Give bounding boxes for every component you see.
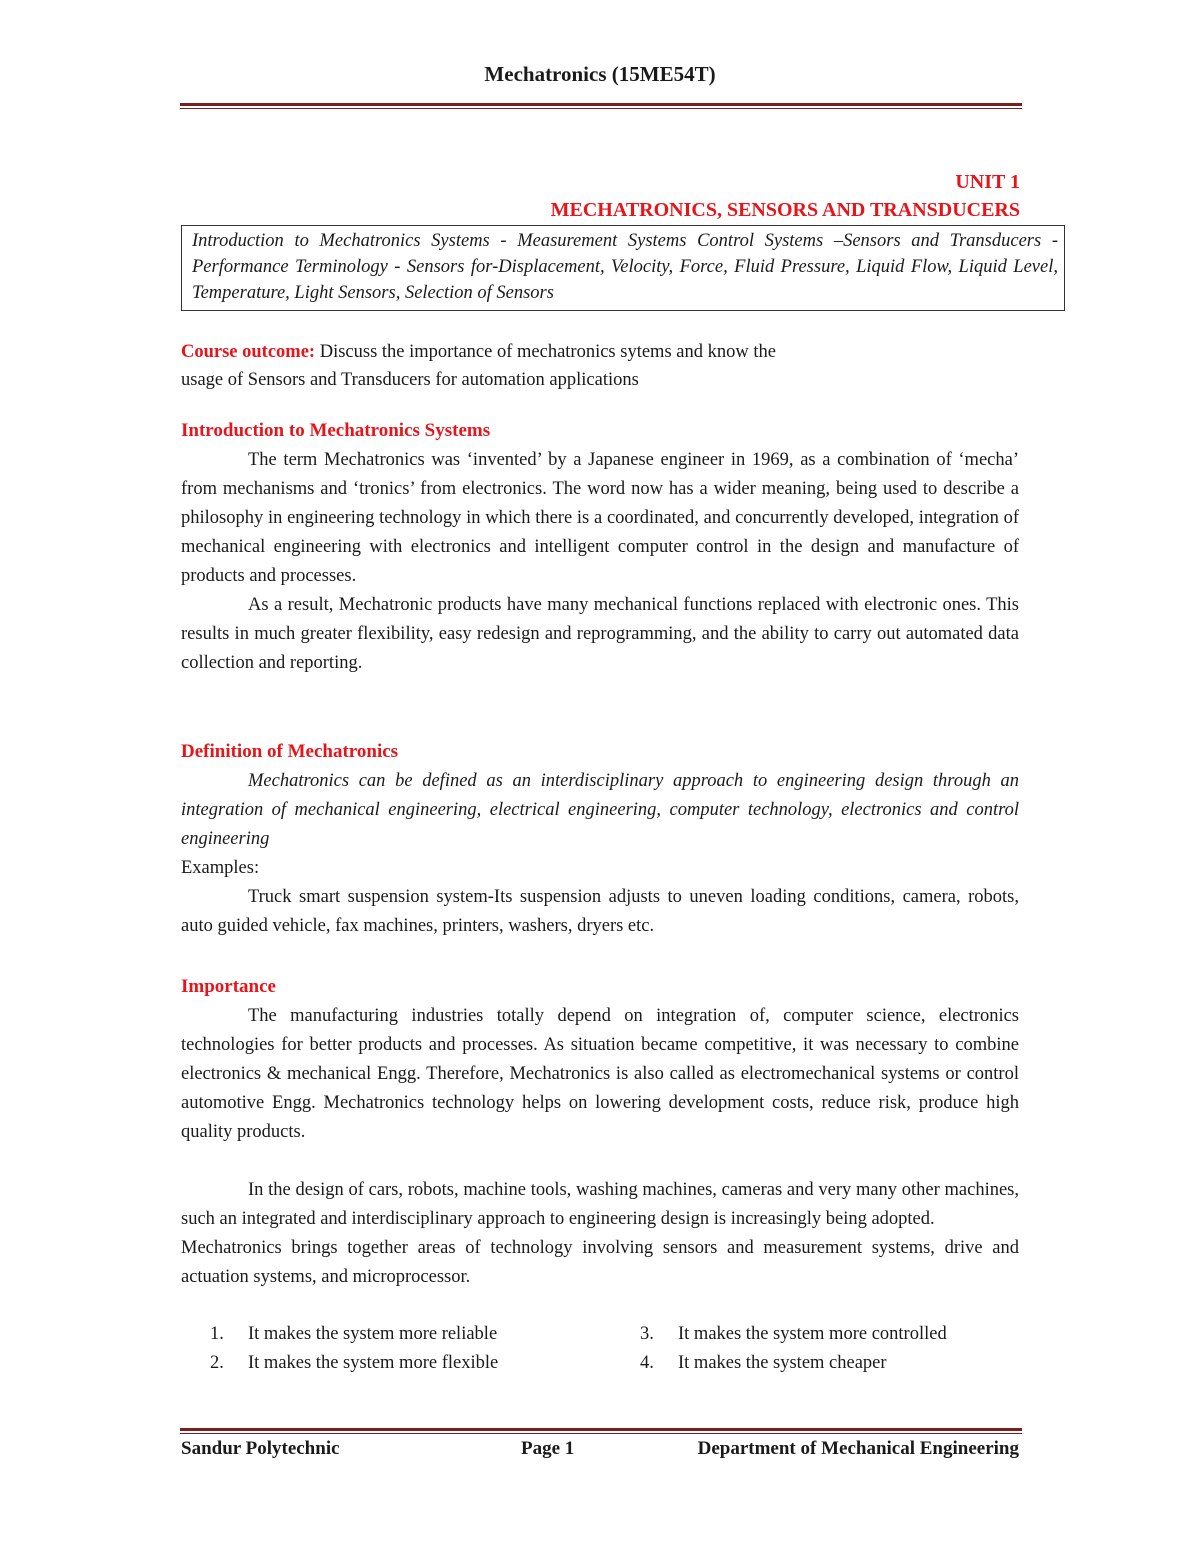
list-item-text: It makes the system more reliable	[248, 1324, 498, 1344]
list-item	[640, 1349, 1030, 1378]
list-item-number: 4.	[640, 1353, 654, 1373]
list-item-number: 1.	[210, 1324, 224, 1344]
header-rule	[180, 103, 1022, 109]
intro-heading: Introduction to Mechatronics Systems	[181, 420, 491, 441]
definition-heading: Definition of Mechatronics	[181, 741, 399, 762]
intro-paragraph-1: The term Mechatronics was ‘invented’ by a Japanese engineer in 1969, as a combination of ‘mecha’ from mechanisms and ‘tronics’ from electronics. The word now has a wider meaning, being used to describe a philosophy in engineering technology in which there is a coordinated, and concurrently developed, integration of mechanical engineering with electronics and intelligent computer control in the design and manufacture of products and processes.	[181, 450, 1019, 586]
course-outcome-text-2: usage of Sensors and Transducers for automation applications	[181, 370, 639, 390]
unit-heading-block	[551, 168, 1020, 224]
examples-label: Examples:	[181, 858, 260, 878]
unit-number: UNIT 1	[955, 171, 1020, 193]
importance-paragraph-2: In the design of cars, robots, machine tools, washing machines, cameras and very many other machines, such an integrated and interdisciplinary approach to engineering design is increasingly being adopted.	[181, 1180, 1019, 1229]
definition-text: Mechatronics can be defined as an interdisciplinary approach to engineering design through an integration of mechanical engineering, electrical engineering, computer technology, electronics and control engineering	[181, 771, 1019, 849]
footer-page-number: Page 1	[521, 1438, 575, 1459]
footer-department: Department of Mechanical Engineering	[697, 1438, 1019, 1459]
importance-paragraph-1: The manufacturing industries totally depend on integration of, computer science, electronics technologies for better products and processes. As situation became competitive, it was necessary to combine electronics & mechanical Engg. Therefore, Mechatronics is also called as electromechanical systems or control automotive Engg. Mechatronics technology helps on lowering development costs, reduce risk, produce high quality products.	[181, 1006, 1019, 1142]
intro-paragraph-2: As a result, Mechatronic products have many mechanical functions replaced with electronic ones. This results in much greater flexibility, easy redesign and reprogramming, and the ability to carry out automated data collection and reporting.	[181, 595, 1019, 673]
course-outcome	[181, 338, 1019, 394]
list-item-number: 2.	[210, 1353, 224, 1373]
list-item-text: It makes the system more flexible	[248, 1353, 499, 1373]
list-item	[210, 1320, 640, 1349]
list-item	[210, 1349, 640, 1378]
importance-section	[181, 1002, 1019, 1292]
importance-paragraph-3: Mechatronics brings together areas of technology involving sensors and measurement systems, drive and actuation systems, and microprocessor.	[181, 1238, 1019, 1287]
page-header-title: Mechatronics (15ME54T)	[484, 62, 716, 86]
course-outcome-label: Course outcome:	[181, 342, 316, 362]
list-item-number: 3.	[640, 1324, 654, 1344]
course-outcome-text: Discuss the importance of mechatronics sytems and know the	[315, 342, 776, 362]
importance-heading: Importance	[181, 976, 276, 997]
intro-section	[181, 446, 1019, 678]
examples-text: Truck smart suspension system-Its suspension adjusts to uneven loading conditions, camera, robots, auto guided vehicle, fax machines, printers, washers, dryers etc.	[181, 887, 1019, 936]
benefits-list	[210, 1320, 1030, 1378]
syllabus-box: Introduction to Mechatronics Systems - Measurement Systems Control Systems –Sensors and Transducers - Performance Terminology - Sensors for-Displacement, Velocity, Force, Fluid Pressure, Liquid Flow, Liquid Level, Temperature, Light Sensors, Selection of Sensors	[181, 225, 1065, 311]
unit-title: MECHATRONICS, SENSORS AND TRANSDUCERS	[550, 199, 1020, 221]
list-item	[640, 1320, 1030, 1349]
list-item-text: It makes the system more controlled	[678, 1324, 947, 1344]
footer-institution: Sandur Polytechnic	[181, 1438, 340, 1459]
list-item-text: It makes the system cheaper	[678, 1353, 887, 1373]
definition-section	[181, 767, 1019, 941]
footer-rule	[180, 1428, 1022, 1434]
